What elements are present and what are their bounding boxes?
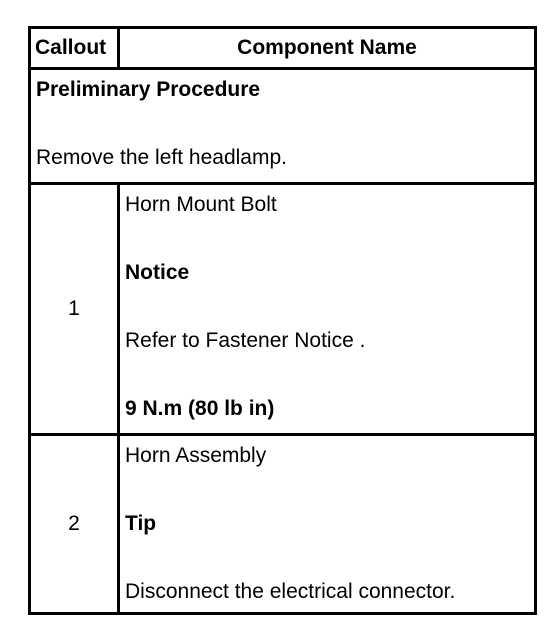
callout-number: 1 [30,184,119,435]
table-row [30,435,536,614]
component-name-header: Component Name [119,28,536,69]
tip-text: Disconnect the electrical connector. [125,580,456,603]
preliminary-row [30,69,536,184]
preliminary-text: Remove the left headlamp. [36,146,287,169]
component-cell [119,435,536,614]
table-row [30,184,536,435]
header-row [30,28,536,69]
preliminary-title: Preliminary Procedure [36,78,261,101]
notice-text: Refer to Fastener Notice . [125,329,366,352]
procedure-table [28,26,537,615]
tip-label: Tip [125,512,157,535]
callout-number: 2 [30,435,119,614]
notice-label: Notice [125,261,190,284]
component-name: Horn Mount Bolt [125,193,277,216]
callout-header: Callout [30,28,119,69]
preliminary-cell [30,69,536,184]
torque-spec: 9 N.m (80 lb in) [125,397,275,420]
component-cell [119,184,536,435]
component-name: Horn Assembly [125,444,267,467]
